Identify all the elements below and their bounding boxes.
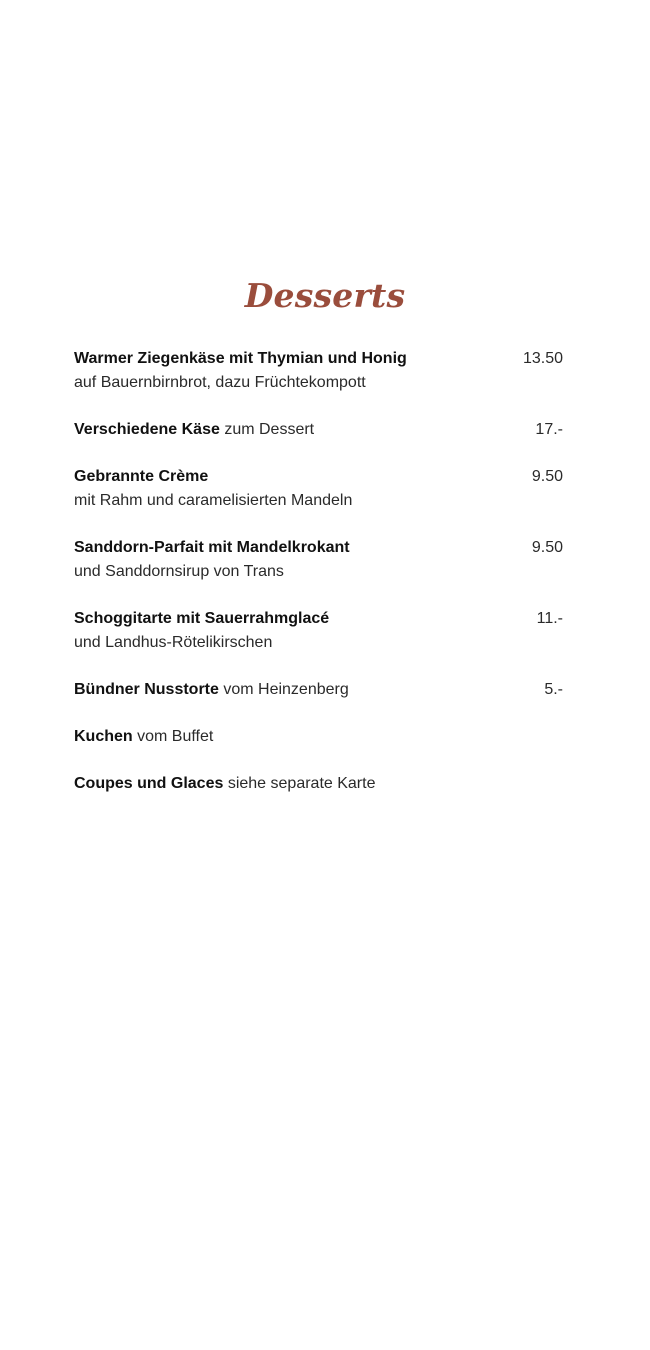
menu-item [74,536,563,584]
item-name: Bündner Nusstorte [74,681,219,698]
dessert-menu-list [74,347,563,819]
menu-item [74,418,563,442]
item-price: 13.50 [522,350,563,367]
menu-item [74,347,563,395]
item-name: Schoggitarte mit Sauerrahmglacé [74,610,330,627]
item-name: Kuchen [74,728,133,745]
item-name-suffix: vom Heinzenberg [218,681,349,698]
item-price: 9.50 [531,539,563,556]
item-name: Gebrannte Crème [74,468,209,485]
menu-item [74,607,563,655]
item-price: 17.- [535,421,563,438]
page-title: Desserts [244,276,406,315]
menu-item [74,465,563,513]
item-description: auf Bauernbirnbrot, dazu Früchtekompott [74,374,366,391]
item-name-suffix: zum Dessert [219,421,315,438]
item-name-suffix: vom Buffet [132,728,214,745]
menu-item [74,678,563,702]
item-description: und Sanddornsirup von Trans [74,563,284,580]
item-description: und Landhus-Rötelikirschen [74,634,273,651]
menu-item [74,725,563,749]
item-name-suffix: siehe separate Karte [223,775,376,792]
item-description: mit Rahm und caramelisierten Mandeln [74,492,353,509]
item-price: 5.- [544,681,563,698]
item-name: Coupes und Glaces [74,775,224,792]
item-name: Verschiedene Käse [74,421,220,438]
item-name: Warmer Ziegenkäse mit Thymian und Honig [74,350,407,367]
item-price: 11.- [536,610,563,627]
item-name: Sanddorn-Parfait mit Mandelkrokant [74,539,350,556]
menu-item [74,772,563,796]
item-price: 9.50 [531,468,563,485]
